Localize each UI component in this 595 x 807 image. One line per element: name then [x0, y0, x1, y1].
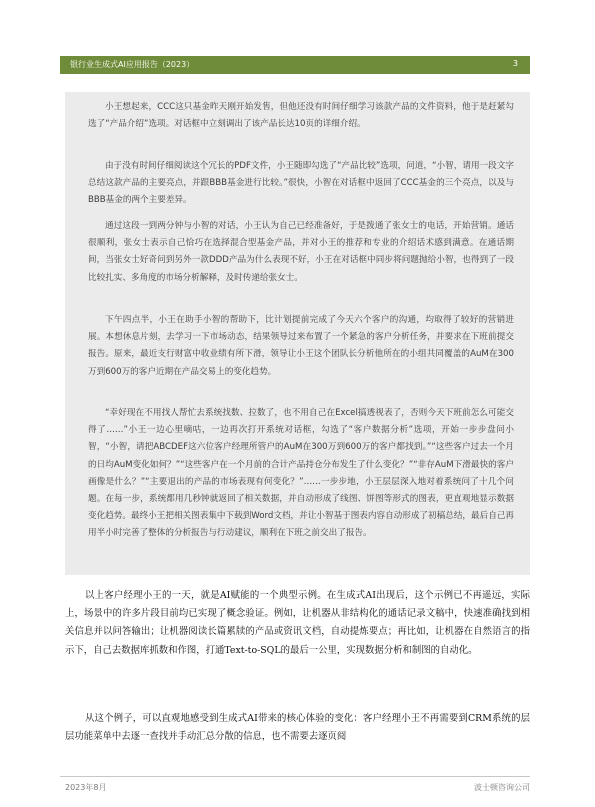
- case-paragraph: 下午四点半，小王在助手小智的帮助下，比计划提前完成了今天六个客户的沟通，均取得了较好的营销进展。本想休息片刻，去学习一下市场动态，结果领导过来布置了一个紧急的客户分析任务，并要求在下班前提交报告。原来，最近支行财富中收业绩有所下滑，领导让小王这个团队长分析他所在的小组共同覆盖的AuM在300万到600万的客户近期在产品交易上的变化趋势。: [88, 315, 514, 377]
- case-paragraph: 由于没有时间仔细阅读这个冗长的PDF文件，小王随即勾选了“产品比较”选项，问道，“小智，请用一段文字总结这款产品的主要亮点，并跟BBB基金进行比较。”很快，小智在对话框中返回了CCC基金的三个亮点，以及与BBB基金的两个主要差异。: [88, 161, 514, 206]
- footer-publisher: 波士顿咨询公司: [474, 783, 530, 792]
- body-paragraph: 从这个例子，可以直观地感受到生成式AI带来的核心体验的变化：客户经理小王不再需要到CRM系统的层层功能菜单中去逐一查找并手动汇总分散的信息，也不需要去逐页阅: [65, 713, 530, 743]
- running-header: [60, 56, 530, 74]
- case-paragraph: 小王想起来，CCC这只基金昨天刚开始发售，但他还没有时间仔细学习该款产品的文件资料，他于是赶紧勾选了“产品介绍”选项。对话框中立刻调出了该产品长达10页的详细介绍。: [88, 102, 514, 130]
- case-paragraph: “幸好现在不用找人帮忙去系统找数、拉数了，也不用自己在Excel搞透视表了，否则今天下班前怎么可能交得了……”小王一边心里嘀咕，一边再次打开系统对话框，勾选了“客户数据分析”选项，开始一步步盘问小智，“小智，请把ABCDEF这六位客户经理所管户的AuM在300万到600万的客户都找到。”“这些客户过去一个月的日均AuM变化如何？”“这些客户在一个月前的合计产品持仓分布发生了什么变化？”“非存AuM下滑最快的客户画像是什么？”“主要退出的产品的市场表现有何变化？”……一步步地，小王层层深入地对着系统问了十几个问题。在每一步，系统都用几秒钟就返回了相关数据，并自动形成了线图、饼图等形式的图表，更直观地显示数据变化趋势。最终小王把相关图表集中下载到Word文档，并让小智基于图表内容自动形成了初稿总结，最后自己再用半小时完善了整体的分析报告与行动建议，顺利在下班之前交出了报告。: [88, 408, 514, 539]
- footer-date: 2023年8月: [65, 783, 107, 792]
- body-paragraph: 以上客户经理小王的一天，就是AI赋能的一个典型示例。在生成式AI出现后，这个示例已不再遥远，实际上，场景中的许多片段目前均已实现了概念验证。例如，让机器从非结构化的通话记录文稿中，快速准确找到相关信息并以问答输出；让机器阅读长篇累牍的产品或资讯文档，自动提炼要点；再比如，让机器在自然语言的指示下，自己去数据库抓数和作图，打通Text-to-SQL的最后一公里，实现数据分析和制图的自动化。: [65, 590, 530, 656]
- footer-divider: [60, 776, 530, 777]
- report-title: 银行业生成式AI应用报告（2023）: [70, 60, 195, 69]
- page-number: 3: [512, 59, 518, 68]
- case-paragraph: 通过这段一到两分钟与小智的对话，小王认为自己已经准备好，于是拨通了张女士的电话，开始营销。通话很顺利，张女士表示自己恰巧在选择混合型基金产品，并对小王的推荐和专业的介绍话术感到满意。在通话期间，当张女士好奇问到另外一款DDD产品为什么表现不好，小王在对话框中同步将问题抛给小智，也得到了一段比较扎实、多角度的市场分析解释，及时传递给张女士。: [88, 221, 514, 283]
